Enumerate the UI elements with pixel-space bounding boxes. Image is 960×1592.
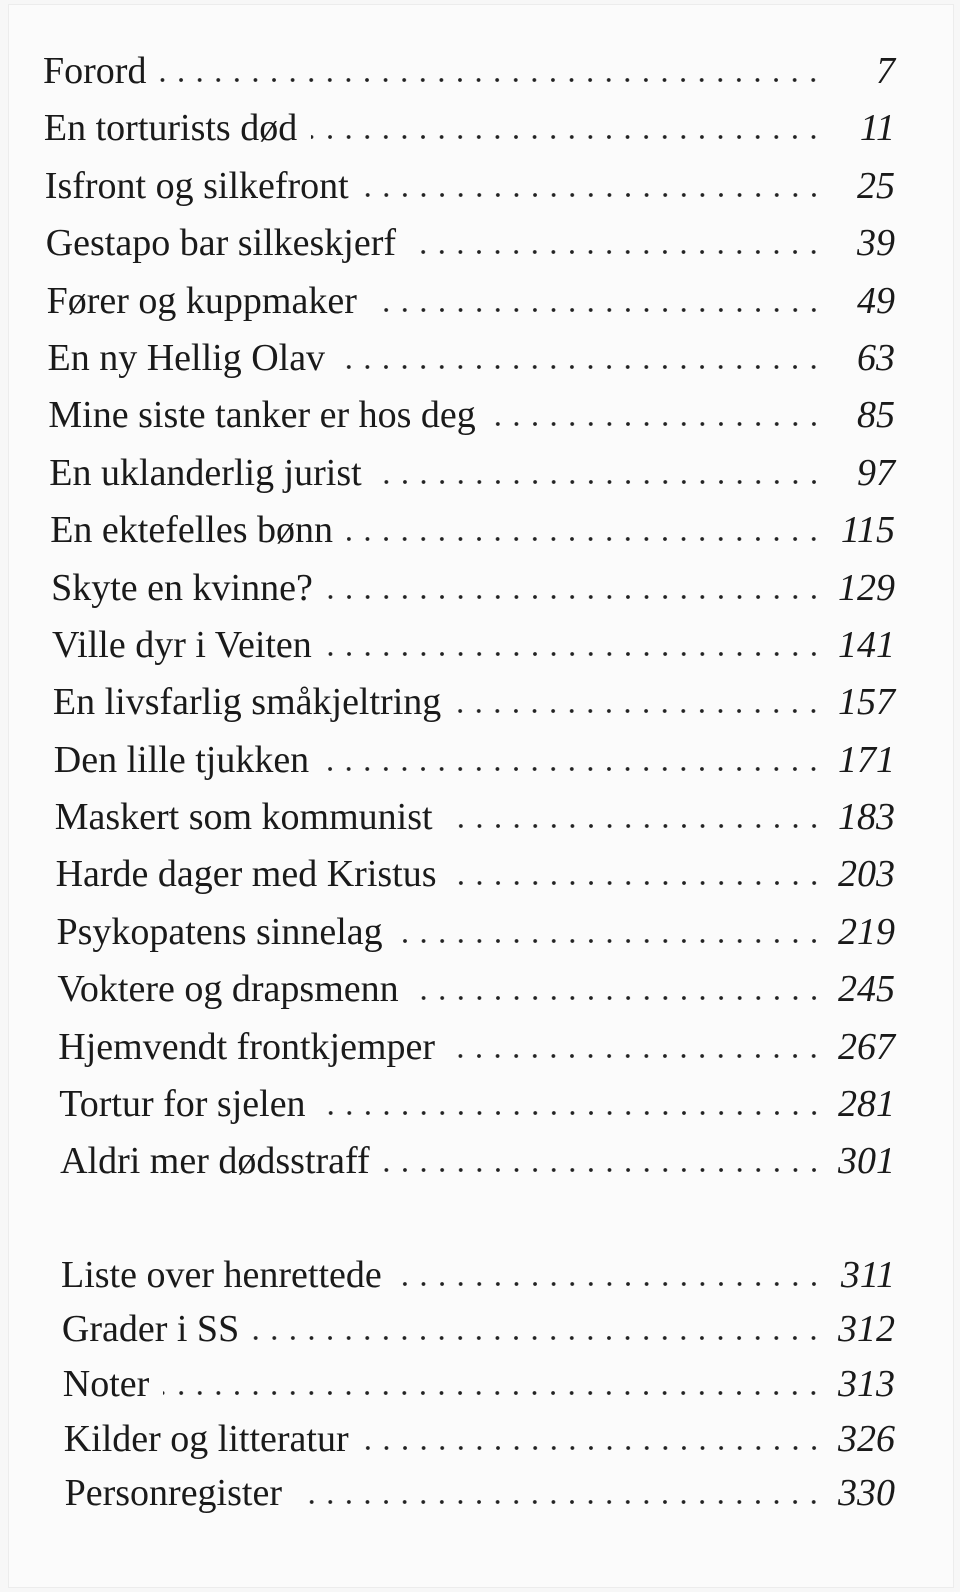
entry-title: Gestapo bar silkeskjerf: [45, 222, 397, 265]
entry-title: Mine siste tanker er hos deg: [48, 394, 476, 437]
entry-page-number: 85: [857, 394, 895, 437]
toc-entry: [43, 1139, 895, 1196]
entry-title: En uklanderlig jurist: [49, 451, 362, 494]
toc-entry: [43, 49, 895, 106]
entry-title: Personregister: [64, 1472, 282, 1515]
dot-leader: [327, 594, 823, 600]
dot-leader: [339, 364, 823, 370]
entry-title: Fører og kuppmaker: [46, 279, 357, 322]
toc-entry: [43, 451, 895, 508]
entry-page-number: 281: [838, 1083, 895, 1126]
entry-title: Forord: [43, 50, 147, 92]
entry-title: En ny Hellig Olav: [47, 336, 326, 379]
entry-title: Den lille tjukken: [53, 738, 310, 781]
table-of-contents: [43, 49, 895, 1526]
entry-page-number: 63: [857, 336, 895, 379]
entry-title: Noter: [62, 1363, 150, 1405]
entry-title: Voktere og drapsmenn: [57, 968, 399, 1011]
entry-page-number: 97: [857, 451, 895, 494]
dot-leader: [396, 1281, 823, 1287]
dot-leader: [371, 307, 823, 313]
toc-entry: [43, 795, 895, 852]
toc-entry: [43, 680, 895, 737]
entry-page-number: 129: [838, 566, 895, 609]
entry-page-number: 183: [838, 796, 895, 839]
entry-page-number: 330: [838, 1472, 895, 1515]
entry-title: En ektefelles bønn: [50, 509, 333, 552]
entry-title: Maskert som kommunist: [54, 796, 433, 839]
toc-entry: [43, 967, 895, 1024]
entry-page-number: 313: [838, 1363, 895, 1405]
dot-leader: [253, 1335, 823, 1341]
toc-entry: [43, 623, 895, 680]
entry-title: Psykopatens sinnelag: [56, 910, 383, 953]
toc-entry: [43, 106, 895, 163]
entry-page-number: 219: [838, 910, 895, 953]
dot-leader: [160, 77, 823, 83]
entry-title: Hjemvendt frontkjemper: [58, 1025, 436, 1068]
dot-leader: [449, 1053, 823, 1059]
toc-entry: [43, 1307, 895, 1362]
entry-title: Kilder og litteratur: [63, 1417, 349, 1460]
dot-leader: [326, 651, 823, 657]
toc-entry: [43, 393, 895, 450]
dot-leader: [323, 766, 823, 772]
entry-title: Aldri mer dødsstraff: [60, 1140, 370, 1183]
dot-leader: [320, 1110, 823, 1116]
dot-leader: [376, 479, 823, 485]
entry-title: Tortur for sjelen: [59, 1083, 306, 1126]
entry-page-number: 11: [859, 107, 895, 150]
entry-title: En torturists død: [43, 107, 298, 150]
dot-leader: [311, 134, 823, 140]
dot-leader: [347, 536, 823, 542]
toc-entry: [43, 738, 895, 795]
entry-page-number: 49: [857, 279, 895, 322]
dot-leader: [296, 1499, 823, 1505]
entry-page-number: 245: [838, 968, 895, 1011]
dot-leader: [384, 1167, 823, 1173]
toc-entry: [43, 164, 895, 221]
entry-title: Grader i SS: [61, 1308, 240, 1351]
entry-page-number: 25: [857, 164, 895, 207]
toc-entry: [43, 1362, 895, 1417]
entry-page-number: 267: [838, 1025, 895, 1068]
toc-entry: [43, 1253, 895, 1308]
dot-leader: [413, 995, 823, 1001]
entry-page-number: 157: [838, 681, 895, 724]
dot-leader: [455, 708, 823, 714]
dot-leader: [451, 880, 823, 886]
dot-leader: [410, 249, 823, 255]
entry-page-number: 115: [840, 509, 895, 552]
entry-page-number: 326: [838, 1417, 895, 1460]
entry-title: Harde dager med Kristus: [55, 853, 437, 896]
section-gap: [43, 1197, 895, 1253]
toc-entry: [43, 1471, 895, 1526]
toc-entry: [43, 279, 895, 336]
dot-leader: [363, 192, 823, 198]
entry-title: Skyte en kvinne?: [51, 566, 313, 609]
entry-page-number: 141: [838, 623, 895, 666]
entry-title: Isfront og silkefront: [44, 164, 349, 207]
dot-leader: [163, 1390, 823, 1396]
toc-entry: [43, 336, 895, 393]
toc-entry: [43, 910, 895, 967]
entry-title: Ville dyr i Veiten: [52, 623, 312, 666]
entry-page-number: 311: [840, 1253, 895, 1296]
entry-page-number: 39: [857, 222, 895, 265]
toc-entry: [43, 566, 895, 623]
dot-leader: [363, 1445, 823, 1451]
entry-title: Liste over henrettede: [61, 1253, 382, 1296]
toc-entry: [43, 1417, 895, 1472]
dot-leader: [397, 938, 823, 944]
toc-entry: [43, 508, 895, 565]
entry-page-number: 301: [838, 1140, 895, 1183]
dot-leader: [447, 823, 823, 829]
entry-page-number: 203: [838, 853, 895, 896]
entry-page-number: 312: [838, 1308, 895, 1351]
toc-entry: [43, 1025, 895, 1082]
book-page: [8, 4, 954, 1588]
toc-entry: [43, 1082, 895, 1139]
dot-leader: [490, 421, 823, 427]
entry-title: En livsfarlig småkjeltring: [52, 681, 442, 724]
toc-entry: [43, 221, 895, 278]
entry-page-number: 7: [876, 50, 895, 92]
toc-entry: [43, 852, 895, 909]
entry-page-number: 171: [838, 738, 895, 781]
